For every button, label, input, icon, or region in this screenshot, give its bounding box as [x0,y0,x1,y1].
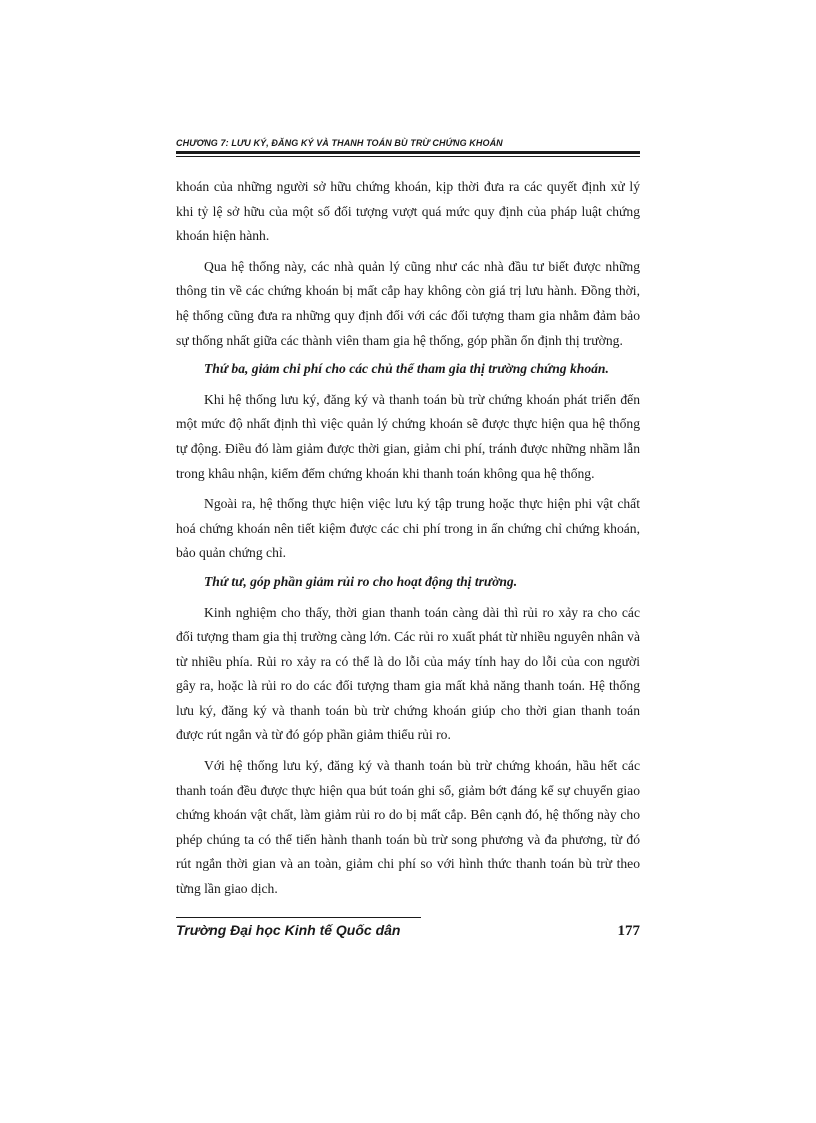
section-heading: Thứ ba, giảm chi phí cho các chủ thể tham gia thị trường chứng khoán. [204,361,609,377]
paragraph: khoán của những người sở hữu chứng khoán, kịp thời đưa ra các quyết định xử lý khi tỷ lệ sở hữu của một số đối tượng vượt quá mức quy định của pháp luật chứng khoán hiện hành. [176,179,640,244]
section-heading: Thứ tư, góp phần giảm rủi ro cho hoạt động thị trường. [204,573,518,589]
footer-rule [176,917,421,918]
page-content [176,138,640,902]
header-rule [176,151,640,154]
header-rule-thin [176,156,640,157]
paragraph: Với hệ thống lưu ký, đăng ký và thanh toán bù trừ chứng khoán, hầu hết các thanh toán đều được thực hiện qua bút toán ghi sổ, giảm bớt đáng kể sự chuyển giao chứng khoán vật chất, làm giảm rủi ro do bị mất cắp. Bên cạnh đó, hệ thống này cho phép chúng ta có thể tiến hành thanh toán bù trừ song phương và đa phương, từ đó rút ngắn thời gian và an toàn, giảm chi phí so với hình thức thanh toán bù trừ theo từng lần giao dịch. [176,758,640,897]
paragraph: Kinh nghiệm cho thấy, thời gian thanh toán càng dài thì rủi ro xảy ra cho các đối tượng tham gia thị trường càng lớn. Các rủi ro xuất phát từ nhiều nguyên nhân và từ nhiều phía. Rủi ro xảy ra có thể là do lỗi của máy tính hay do lỗi của con người gây ra, hoặc là rủi ro do các đối tượng tham gia mất khả năng thanh toán. Hệ thống lưu ký, đăng ký và thanh toán bù trừ chứng khoán giúp cho thời gian thanh toán được rút ngắn và từ đó góp phần giảm thiểu rủi ro. [176,604,640,743]
page-footer [176,917,640,940]
school-name: Trường Đại học Kinh tế Quốc dân [176,922,401,938]
paragraph: Khi hệ thống lưu ký, đăng ký và thanh toán bù trừ chứng khoán phát triển đến một mức độ nhất định thì việc quản lý chứng khoán sẽ được thực hiện qua hệ thống tự động. Điều đó làm giảm được thời gian, giảm chi phí, tránh được những nhầm lẫn trong khâu nhận, kiểm đếm chứng khoán khi thanh toán không qua hệ thống. [176,391,640,481]
paragraph: Ngoài ra, hệ thống thực hiện việc lưu ký tập trung hoặc thực hiện phi vật chất hoá chứng khoán nên tiết kiệm được các chi phí trong in ấn chứng chỉ chứng khoán, bảo quản chứng chỉ. [176,496,640,561]
page-number: 177 [617,923,640,939]
footer-row [176,922,640,940]
chapter-header: CHƯƠNG 7: LƯU KÝ, ĐĂNG KÝ VÀ THANH TOÁN BÙ TRỪ CHỨNG KHOÁN [176,138,503,148]
body-text [176,175,640,902]
paragraph: Qua hệ thống này, các nhà quản lý cũng như các nhà đầu tư biết được những thông tin về các chứng khoán bị mất cắp hay không còn giá trị lưu hành. Đồng thời, hệ thống cũng đưa ra những quy định đối với các đối tượng tham gia nhằm đảm bảo sự thống nhất giữa các thành viên tham gia hệ thống, góp phần ổn định thị trường. [176,258,640,348]
